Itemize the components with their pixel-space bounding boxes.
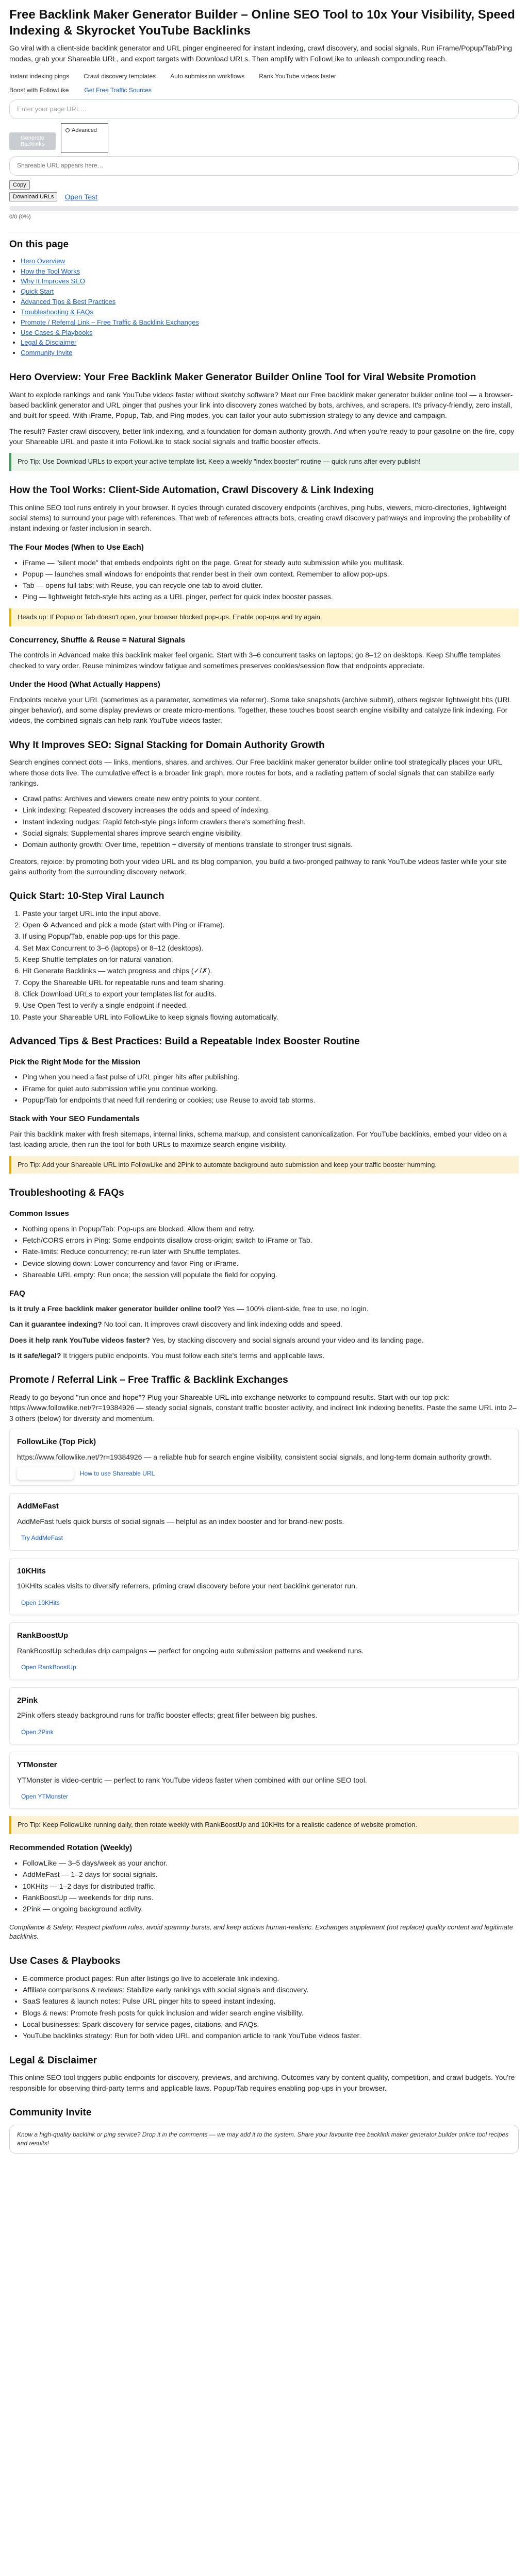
list-item: 4. Set Max Concurrent to 3–6 (laptops) or 8–12 (desktops). [23, 943, 519, 953]
card-action-link[interactable]: Open RankBoostUp [21, 1664, 76, 1671]
toc-link[interactable]: Advanced Tips & Best Practices [21, 298, 116, 306]
concurrency-heading: Concurrency, Shuffle & Reuse = Natural Signals [9, 635, 186, 645]
legal-paragraph: This online SEO tool triggers public endpoints for discovery, previews, and archiving. Outcomes vary by content quality, competition, and crawl budgets. You're responsible for observing third-party terms and applicable laws. Popup/Tab requires enabling pop-ups in your browser. [9, 2073, 515, 2092]
list-item: 1. Paste your target URL into the input above. [23, 908, 519, 919]
faq-question: Is it safe/legal? [9, 1351, 61, 1360]
faq-heading: FAQ [9, 1289, 25, 1298]
why-heading: Why It Improves SEO: Signal Stacking for Domain Authority Growth [9, 739, 325, 751]
faq-question: Is it truly a Free backlink maker generator builder online tool? [9, 1304, 221, 1313]
tab-instant-indexing[interactable]: Instant indexing pings [9, 73, 70, 80]
list-item: • iFrame — "silent mode" that embeds endpoints right on the page. Great for steady auto submission while you multitask. [23, 557, 519, 568]
card-action-link[interactable]: Open YTMonster [21, 1793, 69, 1801]
actions-row [9, 192, 519, 202]
toc-link[interactable]: How the Tool Works [21, 267, 80, 275]
list-item: • Shareable URL empty: Run once; the session will populate the field for copying. [23, 1269, 519, 1280]
card-desc: RankBoostUp schedules drip campaigns — perfect for ongoing auto submission patterns and weekend runs. [17, 1646, 364, 1655]
list-item: • FollowLike — 3–5 days/week as your anchor. [23, 1858, 519, 1868]
hero-heading: Hero Overview: Your Free Backlink Maker Generator Builder Online Tool for Viral Website Promotion [9, 372, 476, 383]
tab-auto-submission[interactable]: Auto submission workflows [170, 73, 245, 80]
faq-question: Can it guarantee indexing? [9, 1320, 102, 1329]
concurrency-paragraph: The controls in Advanced make this backlink maker feel organic. Start with 3–6 concurrent tasks on laptops; go 8–12 on desktops. Keep Shuffle templates checked to vary order. Reuse minimizes window fatigue and sometimes preserves cookies/session flow that endpoints appreciate. [9, 651, 501, 670]
url-input[interactable] [9, 99, 519, 119]
generate-backlinks-button[interactable]: Generate Backlinks [9, 132, 56, 150]
card-desc: 2Pink offers steady background runs for traffic booster effects; great filler between big pushes. [17, 1711, 318, 1720]
exchange-card-followlike [9, 1429, 519, 1486]
gear-icon [65, 128, 70, 132]
quick-heading: Quick Start: 10-Step Viral Launch [9, 891, 164, 902]
issues-heading: Common Issues [9, 1209, 69, 1218]
list-item: • Popup — launches small windows for endpoints that render best in their own context. Remember to allow pop-ups. [23, 569, 519, 579]
hood-heading: Under the Hood (What Actually Happens) [9, 680, 160, 689]
mode-pick-heading: Pick the Right Mode for the Mission [9, 1057, 141, 1066]
list-item: • Link indexing: Repeated discovery increases the odds and speed of indexing. [23, 805, 519, 815]
page-intro: Go viral with a client-side backlink generator and URL pinger engineered for instant indexing, crawl discovery, and social signals. Run iFrame/Popup/Tab/Ping modes, grab your Shareable URL, and export targets with Download URLs. Then amplify with FollowLike to unleash compounding reach. [9, 44, 513, 63]
legal-heading: Legal & Disclaimer [9, 2055, 97, 2066]
list-item: 10. Paste your Shareable URL into FollowLike to keep signals flowing automatically. [23, 1012, 519, 1022]
page-title: Free Backlink Maker Generator Builder – Online SEO Tool to 10x Your Visibility, Speed Indexing & Skyrocket YouTube Backlinks [9, 8, 515, 38]
exchange-card-addmefast [9, 1493, 519, 1550]
usecases-heading: Use Cases & Playbooks [9, 1956, 121, 1967]
toc-link[interactable]: Troubleshooting & FAQs [21, 308, 94, 316]
list-item: • Instant indexing nudges: Rapid fetch-style pings inform crawlers there's something fresh. [23, 817, 519, 827]
list-item: • 10KHits — 1–2 days for distributed traffic. [23, 1881, 519, 1891]
copy-button[interactable]: Copy [9, 180, 30, 190]
card-action-link[interactable]: Open 10KHits [21, 1599, 60, 1606]
card-desc: YTMonster is video-centric — perfect to rank YouTube videos faster when combined with our online SEO tool. [17, 1775, 367, 1784]
faq-item [9, 1303, 519, 1314]
how-heading: How the Tool Works: Client-Side Automation, Crawl Discovery & Link Indexing [9, 485, 374, 496]
faq-item [9, 1319, 519, 1329]
list-item: • Rate-limits: Reduce concurrency; re-run later with Shuffle templates. [23, 1246, 519, 1257]
how-paragraph: This online SEO tool runs entirely in your browser. It cycles through curated discovery endpoints (archives, ping hubs, viewers, micro-directories, lightweight social stems) to surround your page with references. That web of references attracts bots, creating crawl discovery pathways and improving the probability of instant indexing or faster inclusion in search. [9, 503, 510, 533]
list-item: • RankBoostUp — weekends for drip runs. [23, 1892, 519, 1903]
faq-answer: Yes, by stacking discovery and social signals around your video and its landing page. [152, 1335, 424, 1344]
faq-question: Does it help rank YouTube videos faster? [9, 1335, 151, 1344]
list-item: • Nothing opens in Popup/Tab: Pop-ups are blocked. Allow them and retry. [23, 1224, 519, 1234]
card-action-link[interactable]: Try AddMeFast [21, 1534, 63, 1542]
card-desc: 10KHits scales visits to diversify referrers, priming crawl discovery before your next backlink generator run. [17, 1582, 357, 1590]
list-item: • Device slowing down: Lower concurrency and favor Ping or iFrame. [23, 1258, 519, 1268]
toc-list [9, 257, 519, 358]
faq-answer: Yes — 100% client-side, free to use, no login. [223, 1304, 369, 1313]
tab-rank-youtube[interactable]: Rank YouTube videos faster [259, 73, 336, 80]
list-item: • Ping when you need a fast pulse of URL pinger hits after publishing. [23, 1072, 519, 1082]
list-item: • Social signals: Supplemental shares improve search engine visibility. [23, 828, 519, 838]
card-title: 10KHits [17, 1566, 46, 1575]
list-item: • Ping — lightweight fetch-style hits acting as a URL pinger, perfect for quick index booster passes. [23, 591, 519, 602]
list-item: 5. Keep Shuffle templates on for natural variation. [23, 954, 519, 964]
issues-list [9, 1224, 519, 1280]
list-item: 7. Copy the Shareable URL for repeatable runs and team sharing. [23, 977, 519, 988]
card-action-link[interactable]: How to use Shareable URL [79, 1469, 155, 1477]
community-heading: Community Invite [9, 2107, 92, 2118]
progress-text: 0/0 (0%) [9, 214, 31, 221]
why-paragraph: Search engines connect dots — links, mentions, shares, and archives. Our Free backlink maker generator builder online tool strategically places your URL where those dots live. The cumulative effect is a broader link graph, more routes for bots, and a radiating pattern of social signals that can stabilize early rankings. [9, 758, 502, 787]
toc-link[interactable]: Why It Improves SEO [21, 277, 85, 285]
rotation-list [9, 1858, 519, 1914]
exchange-card-10khits [9, 1558, 519, 1615]
copy-row [9, 179, 519, 190]
promo-links [9, 84, 519, 99]
list-item: • Fetch/CORS errors in Ping: Some endpoints disallow cross-origin; switch to iFrame or Tab. [23, 1235, 519, 1245]
hero-paragraph: Want to explode rankings and rank YouTube videos faster without sketchy software? Meet our Free backlink maker generator builder online tool — a browser-based backlink generator and URL pinger that pushes your link into discovery zones watched by bots, archives, and scrapers. It's privacy-friendly, zero install, and built for speed. With iFrame, Popup, Tab, and Ping modes, you can tailor your auto submission strategy to any device and campaign. [9, 390, 513, 420]
faq-item [9, 1335, 519, 1345]
advanced-heading: Advanced Tips & Best Practices: Build a Repeatable Index Booster Routine [9, 1036, 360, 1047]
exchange-card-2pink [9, 1687, 519, 1744]
exchange-card-rankboostup [9, 1622, 519, 1680]
toc-link[interactable]: Hero Overview [21, 257, 65, 265]
list-item: • Affiliate comparisons & reviews: Stabilize early rankings with social signals and discovery. [23, 1985, 519, 1995]
toc-title: On this page [9, 239, 69, 250]
quick-steps [9, 908, 519, 1022]
hood-paragraph: Endpoints receive your URL (sometimes as a parameter, sometimes via referrer). Some take snapshots (archive submit), others register lightweight hits (URL pinger behavior), and some display previews or create micro-mentions. Together, these touches boost search engine visibility and catalyze link indexing. For videos, the combined signals can help rank YouTube videos faster. [9, 695, 512, 725]
faq-item [9, 1350, 519, 1361]
list-item: • Crawl paths: Archives and viewers create new entry points to your content. [23, 793, 519, 804]
usecases-list [9, 1973, 519, 2041]
stack-heading: Stack with Your SEO Fundamentals [9, 1114, 140, 1124]
card-title: AddMeFast [17, 1502, 59, 1511]
list-item: 2. Open ⚙ Advanced and pick a mode (start with Ping or iFrame). [23, 920, 519, 930]
list-item: • 2Pink — ongoing background activity. [23, 1904, 519, 1914]
card-title: FollowLike (Top Pick) [17, 1437, 96, 1446]
card-action-shadow [17, 1467, 74, 1480]
card-desc: AddMeFast fuels quick bursts of social signals — helpful as an index booster and for brand-new posts. [17, 1517, 344, 1526]
stack-paragraph: Pair this backlink maker with fresh sitemaps, internal links, schema markup, and consistent canonicalization. For YouTube backlinks, embed your video on a fast-loading article, then run the tool for both URLs to maximize search engine visibility. [9, 1129, 507, 1149]
feature-tabs [9, 69, 519, 84]
trouble-heading: Troubleshooting & FAQs [9, 1188, 124, 1199]
list-item: 8. Click Download URLs to export your templates list for audits. [23, 989, 519, 999]
toc-link[interactable]: Use Cases & Playbooks [21, 328, 93, 336]
toc-link[interactable]: Quick Start [21, 287, 54, 296]
toc-link[interactable]: Legal & Disclaimer [21, 338, 77, 347]
list-item: 6. Hit Generate Backlinks — watch progress and chips (✓/✗). [23, 965, 519, 976]
list-item: • Blogs & news: Promote fresh posts for quick inclusion and wider search engine visibility. [23, 2008, 519, 2018]
progress-bar [9, 206, 519, 211]
pro-tip: Pro Tip: Use Download URLs to export your active template list. Keep a weekly "index booster" routine — quick runs after every publish! [9, 453, 519, 471]
table-of-contents [9, 232, 519, 358]
faq-answer: No tool can. It improves crawl discovery and link indexing odds and speed. [104, 1320, 342, 1329]
free-traffic-link[interactable]: Get Free Traffic Sources [84, 87, 152, 94]
pro-tip: Pro Tip: Add your Shareable URL into FollowLike and 2Pink to automate background auto submission and keep your traffic booster humming. [9, 1156, 519, 1174]
modes-list [9, 557, 519, 602]
card-action-link[interactable]: Open 2Pink [21, 1728, 54, 1736]
promote-paragraph: Ready to go beyond "run once and hope"? Plug your Shareable URL into exchange networks to compound results. Start with our top pick: https://www.followlike.net/?r=19384926 — steady social signals, constant traffic booster activity, and indirect link indexing benefits. Paste the same URL into 2–3 others (below) for diversity and momentum. [9, 1393, 517, 1422]
why-list [9, 793, 519, 850]
list-item: • YouTube backlinks strategy: Run for both video URL and companion article to rank YouTube videos faster. [23, 2030, 519, 2041]
list-item: 9. Use Open Test to verify a single endpoint if needed. [23, 1000, 519, 1010]
list-item: • Domain authority growth: Over time, repetition + diversity of mentions translate to stronger trust signals. [23, 839, 519, 850]
rotation-heading: Recommended Rotation (Weekly) [9, 1843, 133, 1853]
compliance-note: Compliance & Safety: Respect platform rules, avoid spammy bursts, and keep actions human-realistic. Exchanges supplement (not replace) quality content and legitimate backlinks. [9, 1923, 513, 1941]
modes-heading: The Four Modes (When to Use Each) [9, 543, 144, 552]
generate-row [9, 123, 519, 153]
list-item: • iFrame for quiet auto submission while you continue working. [23, 1083, 519, 1094]
card-title: RankBoostUp [17, 1631, 69, 1640]
card-title: YTMonster [17, 1760, 57, 1769]
advanced-toggle[interactable] [61, 123, 108, 153]
list-item: • E-commerce product pages: Run after listings go live to accelerate link indexing. [23, 1973, 519, 1984]
pro-tip: Pro Tip: Keep FollowLike running daily, then rotate weekly with RankBoostUp and 10KHits for a realistic cadence of website promotion. [9, 1816, 519, 1834]
card-title: 2Pink [17, 1696, 38, 1705]
download-urls-button[interactable]: Download URLs [9, 192, 57, 201]
tab-crawl-discovery[interactable]: Crawl discovery templates [84, 73, 156, 80]
list-item: • SaaS features & launch notes: Pulse URL pinger hits to speed instant indexing. [23, 1996, 519, 2006]
promote-heading: Promote / Referral Link – Free Traffic & Backlink Exchanges [9, 1375, 288, 1386]
list-item: • Local businesses: Spark discovery for service pages, citations, and FAQs. [23, 2019, 519, 2029]
toc-link[interactable]: Promote / Referral Link – Free Traffic & Backlink Exchanges [21, 318, 199, 326]
heads-up-note: Heads up: If Popup or Tab doesn't open, your browser blocked pop-ups. Enable pop-ups and try again. [9, 608, 519, 626]
boost-followlike-link[interactable]: Boost with FollowLike [9, 87, 69, 94]
list-item: 3. If using Popup/Tab, enable pop-ups for this page. [23, 931, 519, 941]
faq-answer: It triggers public endpoints. You must follow each site's terms and applicable laws. [63, 1351, 325, 1360]
list-item: • AddMeFast — 1–2 days for social signals. [23, 1869, 519, 1879]
mode-pick-list [9, 1072, 519, 1105]
list-item: • Popup/Tab for endpoints that need full rendering or cookies; use Reuse to avoid tab storms. [23, 1095, 519, 1105]
shareable-url-output[interactable] [9, 156, 519, 176]
exchange-card-ytmonster [9, 1752, 519, 1809]
open-test-link[interactable]: Open Test [64, 192, 98, 201]
card-desc: https://www.followlike.net/?r=19384926 — a reliable hub for search engine visibility, consistent social signals, and long-term domain authority growth. [17, 1452, 492, 1461]
list-item: • Tab — opens full tabs; with Reuse, you can recycle one tab to avoid clutter. [23, 580, 519, 590]
hero-paragraph: The result? Faster crawl discovery, better link indexing, and a foundation for domain authority growth. And when you're ready to pour gasoline on the fire, copy your Shareable URL and paste it into FollowLike to stack social signals and traffic booster effects. [9, 427, 515, 446]
toc-link[interactable]: Community Invite [21, 349, 73, 357]
why-paragraph: Creators, rejoice: by promoting both your video URL and its blog companion, you build a two-pronged pathway to rank YouTube videos faster while your site gains authority from the surrounding discovery network. [9, 857, 507, 876]
community-comment-box[interactable]: Know a high-quality backlink or ping service? Drop it in the comments — we may add it to the system. Share your favourite free backlink maker generator builder online tool recipes and results! [9, 2125, 519, 2154]
advanced-label: Advanced [72, 127, 97, 133]
